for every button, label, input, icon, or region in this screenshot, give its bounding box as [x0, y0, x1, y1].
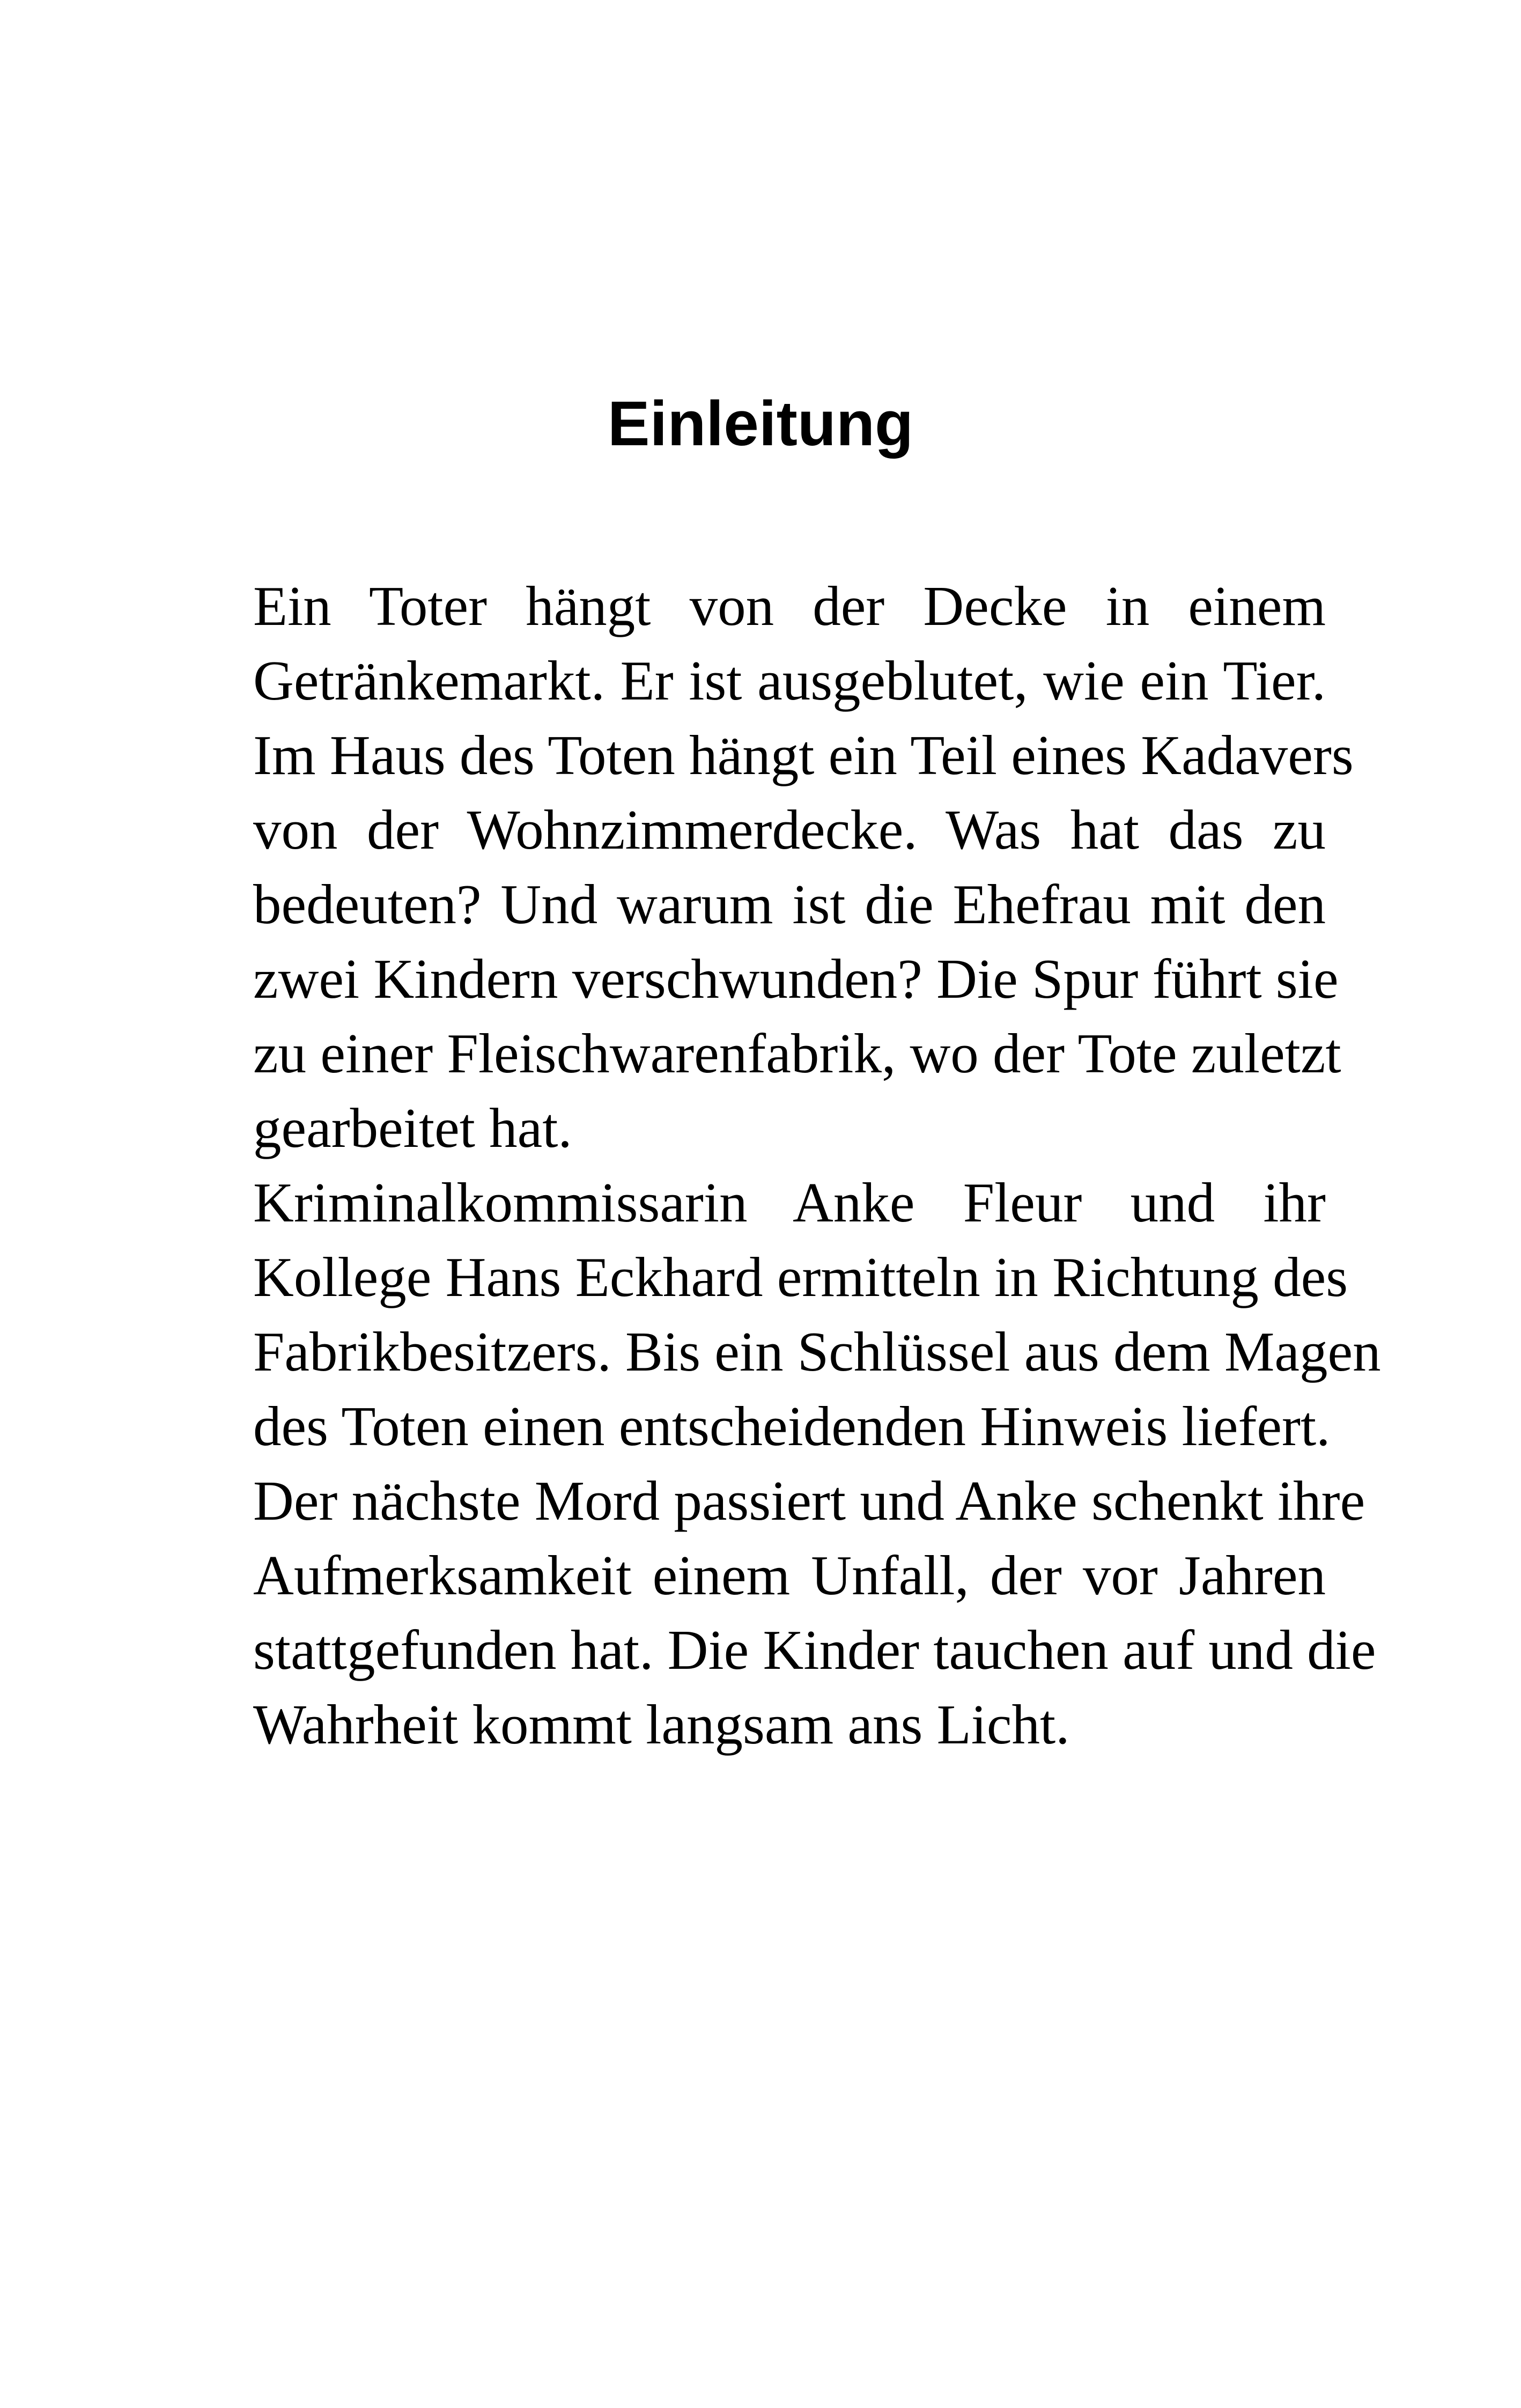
text-line: zu einer Fleischwarenfabrik, wo der Tote zuletzt [253, 1022, 1341, 1085]
text-line: stattgefunden hat. Die Kinder tauchen auf und die [253, 1618, 1376, 1681]
text-line: Kollege Hans Eckhard ermitteln in Richtung des [253, 1246, 1348, 1308]
text-line: Getränkemarkt. Er ist ausgeblutet, wie ein Tier. [253, 649, 1326, 712]
text-line: bedeuten? Und warum ist die Ehefrau mit den [253, 873, 1326, 936]
text-line: Der nächste Mord passiert und Anke schenkt ihre [253, 1469, 1365, 1532]
text-line: gearbeitet hat. [253, 1096, 572, 1159]
text-line: des Toten einen entscheidenden Hinweis liefert. [253, 1395, 1331, 1457]
chapter-body [253, 569, 1381, 1762]
text-line: Im Haus des Toten hängt ein Teil eines Kadavers [253, 724, 1354, 786]
text-line: Aufmerksamkeit einem Unfall, der vor Jahren [253, 1544, 1326, 1607]
chapter-title: Einleitung [607, 388, 914, 459]
text-line: Wahrheit kommt langsam ans Licht. [253, 1693, 1070, 1756]
text-line: Fabrikbesitzers. Bis ein Schlüssel aus dem Magen [253, 1320, 1381, 1383]
paragraph-1 [253, 569, 1354, 1165]
text-line: von der Wohnzimmerdecke. Was hat das zu [253, 798, 1326, 861]
paragraph-2 [253, 1165, 1381, 1762]
text-line: zwei Kindern verschwunden? Die Spur führt sie [253, 947, 1339, 1010]
text-line: Kriminalkommissarin Anke Fleur und ihr [253, 1171, 1326, 1234]
text-line: Ein Toter hängt von der Decke in einem [253, 575, 1326, 637]
